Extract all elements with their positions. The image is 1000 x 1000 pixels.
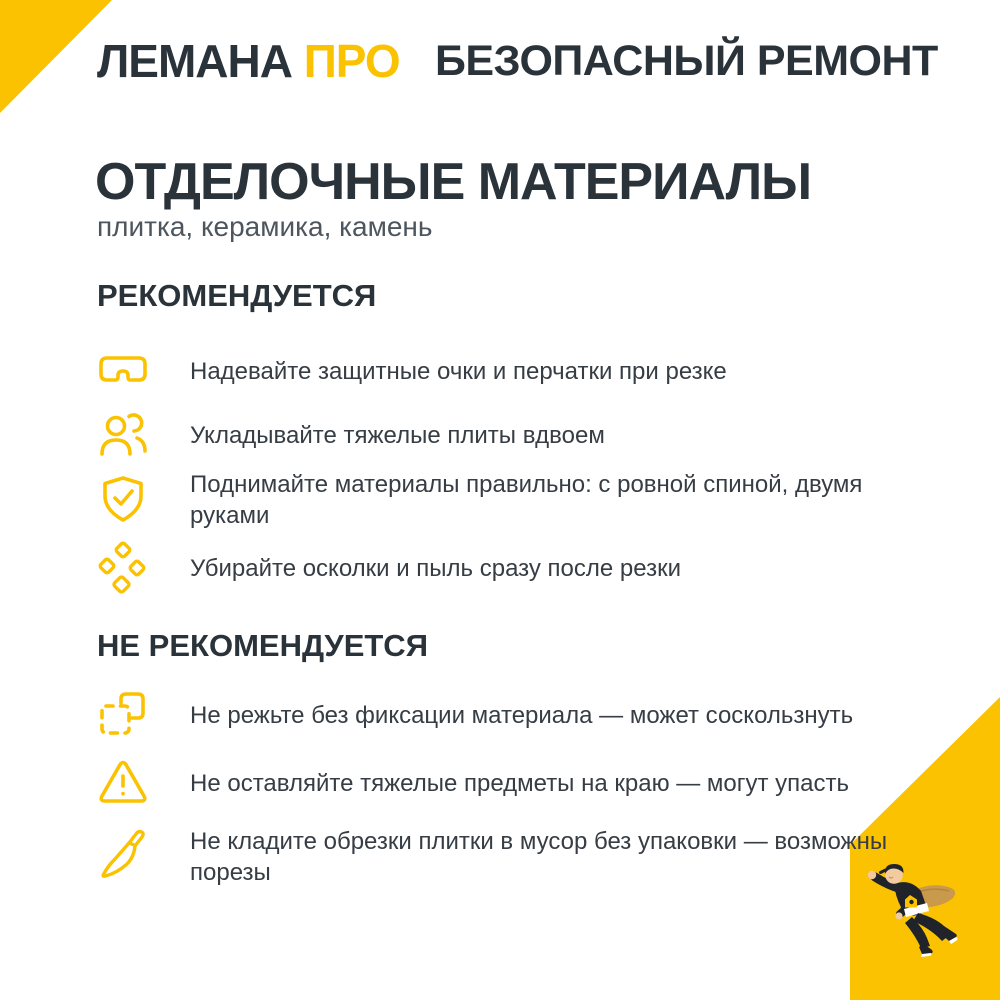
knife-icon [95,829,151,885]
brand-logo-accent: ПРО [303,35,400,87]
unfixed-tile-icon [95,687,151,743]
item-text: Надевайте защитные очки и перчатки при резке [190,357,727,385]
list-item [95,826,915,888]
item-text: Не оставляйте тяжелые предметы на краю — могут упасть [190,769,850,797]
item-text: Убирайте осколки и пыль сразу после резки [190,554,681,582]
item-text: Поднимайте материалы правильно: с ровной спиной, двумя руками [190,471,863,529]
poster-heading: БЕЗОПАСНЫЙ РЕМОНТ [435,37,938,85]
shield-check-icon [95,472,151,528]
page-title: ОТДЕЛОЧНЫЕ МАТЕРИАЛЫ [95,153,812,211]
list-item [95,407,915,463]
list-item [95,343,915,399]
goggles-icon [95,343,151,399]
section-heading-not-recommended: НЕ РЕКОМЕНДУЕТСЯ [97,628,428,663]
item-text: Не режьте без фиксации материала — может соскользнуть [190,701,854,729]
shards-icon [95,540,151,596]
section-heading-recommended: РЕКОМЕНДУЕТСЯ [97,278,377,313]
page-subtitle: плитка, керамика, камень [97,211,433,242]
list-item [95,540,915,596]
list-item [95,469,915,531]
list-item [95,755,915,811]
list-item [95,687,915,743]
brand-logo [97,34,400,88]
item-text: Укладывайте тяжелые плиты вдвоем [190,421,605,449]
item-text: Не кладите обрезки плитки в мусор без упаковки — возможны порезы [190,828,888,886]
brand-logo-primary: ЛЕМАНА [97,35,292,87]
corner-triangle-top-left [0,0,112,113]
warning-triangle-icon [95,755,151,811]
two-people-icon [95,407,151,463]
